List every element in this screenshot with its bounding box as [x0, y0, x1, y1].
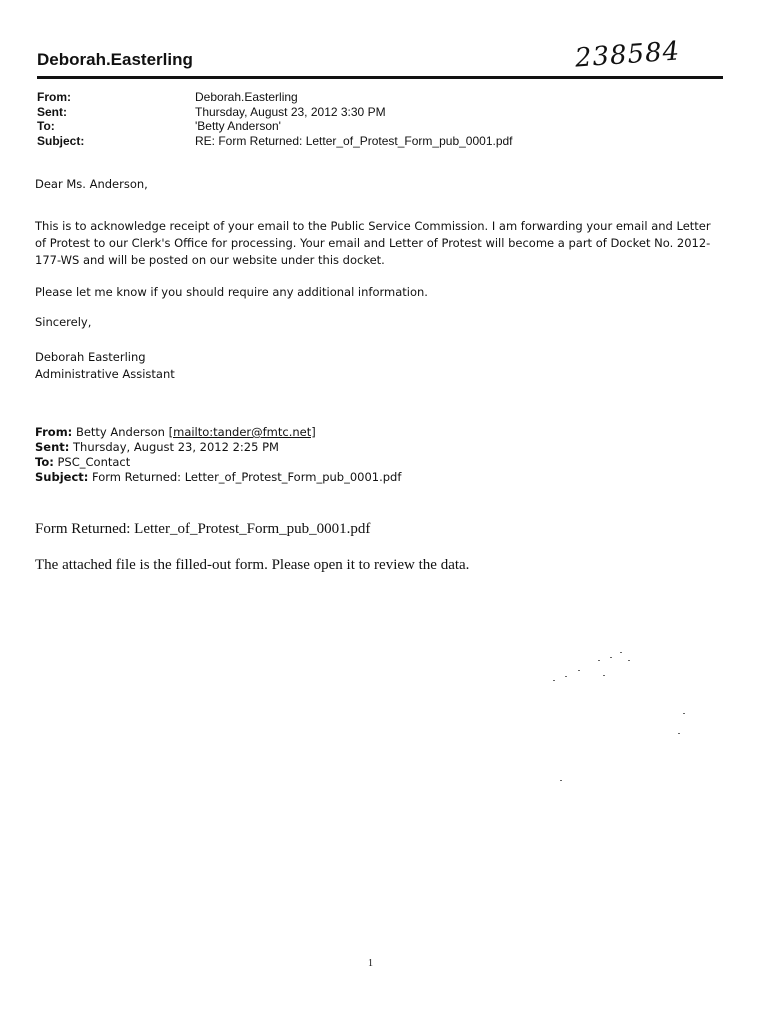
body-paragraph-2: Please let me know if you should require any additional information. — [35, 285, 428, 299]
forwarded-subject-value: Form Returned: Letter_of_Protest_Form_pub_0001.pdf — [92, 470, 402, 484]
forwarded-mailto-link[interactable]: [mailto:tander@fmtc.net] — [168, 425, 316, 439]
scan-speck — [610, 657, 612, 658]
forwarded-to-label: To: — [35, 455, 54, 469]
scan-speck — [678, 733, 680, 734]
closing: Sincerely, — [35, 315, 92, 329]
scan-speck — [620, 652, 622, 653]
from-value: Deborah.Easterling — [195, 90, 298, 104]
to-value: 'Betty Anderson' — [195, 119, 281, 133]
form-returned-body: The attached file is the filled-out form. Please open it to review the data. — [35, 557, 470, 573]
scan-speck — [553, 680, 555, 681]
to-label: To: — [37, 119, 55, 133]
from-label: From: — [37, 90, 71, 104]
handwritten-stamp-number: 238584 — [574, 36, 682, 74]
scan-speck — [565, 676, 567, 677]
page-number: 1 — [368, 958, 373, 969]
signature-name: Deborah Easterling — [35, 350, 146, 364]
form-returned-title: Form Returned: Letter_of_Protest_Form_pub_0001.pdf — [35, 521, 371, 537]
forwarded-sent-label: Sent: — [35, 440, 70, 454]
forwarded-from-label: From: — [35, 425, 73, 439]
forwarded-from-name: Betty Anderson — [75, 425, 165, 439]
forwarded-subject-line — [35, 470, 401, 484]
scan-speck — [578, 670, 580, 671]
signature-title: Administrative Assistant — [35, 367, 175, 381]
header-divider — [37, 76, 723, 79]
forwarded-to-value: PSC_Contact — [57, 455, 131, 469]
subject-label: Subject: — [37, 134, 85, 148]
subject-value: RE: Form Returned: Letter_of_Protest_Form_pub_0001.pdf — [195, 134, 513, 148]
scan-speck — [560, 780, 562, 781]
sent-value: Thursday, August 23, 2012 3:30 PM — [195, 105, 386, 119]
forwarded-from-line — [35, 425, 316, 439]
forwarded-subject-label: Subject: — [35, 470, 89, 484]
forwarded-to-line — [35, 455, 130, 469]
sent-label: Sent: — [37, 105, 67, 119]
scan-speck — [598, 660, 600, 661]
scan-speck — [628, 660, 630, 661]
forwarded-sent-line — [35, 440, 279, 454]
scan-speck — [603, 675, 605, 676]
sender-name-heading: Deborah.Easterling — [37, 50, 193, 69]
salutation: Dear Ms. Anderson, — [35, 177, 148, 191]
scan-speck — [683, 713, 685, 714]
forwarded-sent-value: Thursday, August 23, 2012 2:25 PM — [73, 440, 279, 454]
body-paragraph-1: This is to acknowledge receipt of your email to the Public Service Commission. I am forwarding your email and Letter of Protest to our Clerk's Office for processing. Your email and Letter of Protest will become a part of Docket No. 2012-177-WS and will be posted on our website under this docket. — [35, 219, 711, 267]
